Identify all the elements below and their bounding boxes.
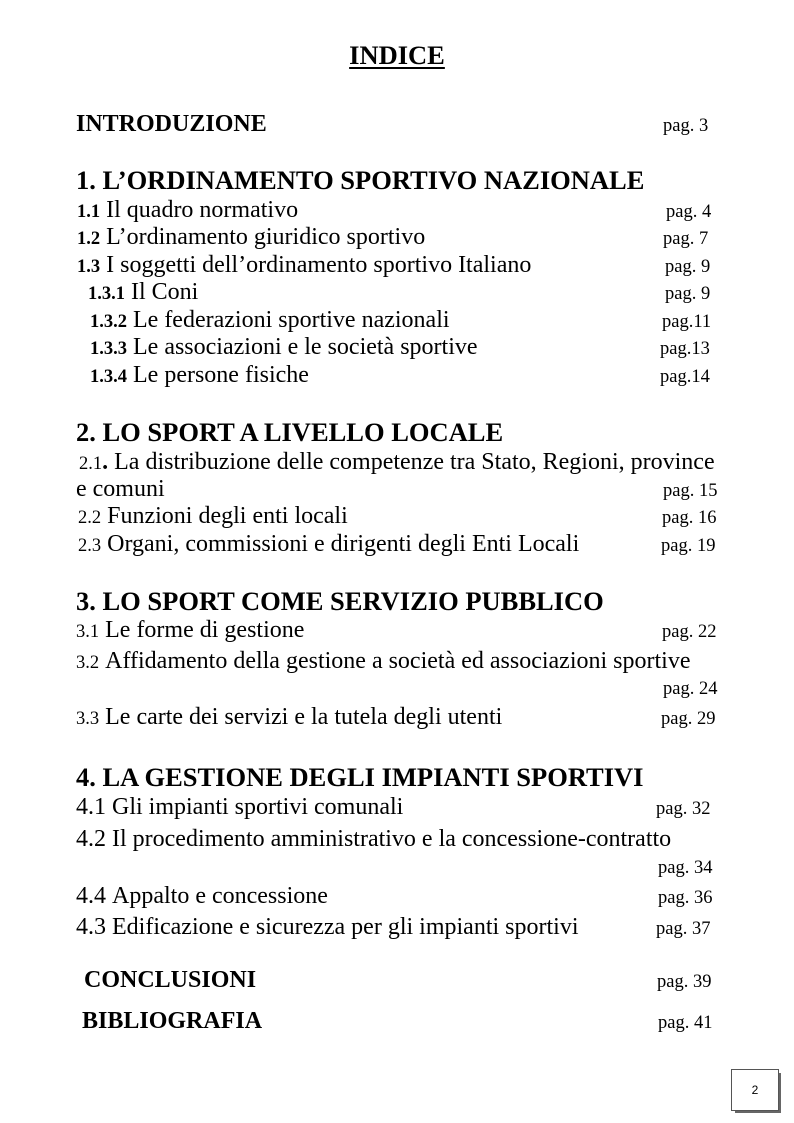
entry-page: pag. 19 (661, 536, 716, 556)
entry-page: pag. 34 (658, 858, 713, 878)
entry-number: 2.2 (78, 508, 102, 528)
section-heading: 4. LA GESTIONE DEGLI IMPIANTI SPORTIVI (76, 762, 644, 792)
page-number-box (731, 1069, 779, 1111)
section-2-heading[interactable] (0, 419, 794, 446)
toc-entry-1-3-2[interactable] (0, 308, 794, 332)
entry-page: pag. 15 (663, 481, 718, 501)
section-3-heading[interactable] (0, 588, 794, 615)
entry-number: 3.2 (76, 653, 100, 673)
bibliography-label: BIBLIOGRAFIA (82, 1008, 263, 1034)
toc-entry-4-2-page[interactable] (0, 859, 794, 878)
toc-entry-2-1-continued[interactable] (0, 477, 794, 501)
entry-page: pag.13 (660, 339, 710, 359)
toc-intro[interactable] (0, 112, 794, 136)
entry-number: 1.3.3 (90, 339, 127, 359)
entry-title: Le associazioni e le società sportive (133, 334, 478, 360)
entry-title: La distribuzione delle competenze tra Stato, Regioni, province (114, 449, 715, 475)
entry-number: 1.3.1 (88, 284, 125, 304)
section-1-heading[interactable] (0, 167, 794, 194)
toc-entry-1-3-1[interactable] (0, 280, 794, 304)
entry-separator: . (102, 449, 109, 475)
entry-title: L’ordinamento giuridico sportivo (106, 224, 426, 250)
entry-number: 4.4 (76, 883, 106, 909)
section-4-heading[interactable] (0, 764, 794, 791)
toc-bibliography[interactable] (0, 1009, 794, 1033)
entry-title: Il Coni (131, 279, 199, 305)
conclusions-page: pag. 39 (657, 972, 712, 992)
entry-number: 2.3 (78, 536, 102, 556)
entry-title: Il procedimento amministrativo e la concessione-contratto (112, 826, 672, 852)
toc-entry-3-3[interactable] (0, 705, 794, 729)
toc-entry-4-1[interactable] (0, 795, 794, 819)
entry-page: pag.14 (660, 367, 710, 387)
entry-page: pag. 16 (662, 508, 717, 528)
entry-number: 2.1 (79, 454, 103, 474)
intro-page: pag. 3 (663, 116, 709, 136)
entry-number: 4.3 (76, 914, 106, 940)
entry-title: I soggetti dell’ordinamento sportivo Italiano (106, 252, 532, 278)
page-title: INDICE (349, 40, 445, 70)
toc-entry-2-2[interactable] (0, 504, 794, 528)
toc-entry-2-1[interactable] (0, 450, 794, 474)
entry-number: 1.3.4 (90, 367, 127, 387)
entry-number: 1.3 (77, 257, 101, 277)
entry-title: Edificazione e sicurezza per gli impianti sportivi (112, 914, 579, 940)
entry-page: pag. 36 (658, 888, 713, 908)
toc-entry-1-3[interactable] (0, 253, 794, 277)
entry-page: pag. 24 (663, 679, 718, 699)
toc-entry-4-2[interactable] (0, 827, 794, 851)
toc-entry-3-1[interactable] (0, 618, 794, 642)
page-number: 2 (751, 1083, 759, 1097)
conclusions-label: CONCLUSIONI (84, 967, 257, 993)
bibliography-page: pag. 41 (658, 1013, 713, 1033)
toc-entry-1-2[interactable] (0, 225, 794, 249)
section-heading: 3. LO SPORT COME SERVIZIO PUBBLICO (76, 586, 604, 616)
entry-page: pag. 22 (662, 622, 717, 642)
entry-page: pag. 37 (656, 919, 711, 939)
entry-number: 1.3.2 (90, 312, 127, 332)
entry-title: Le carte dei servizi e la tutela degli utenti (105, 704, 503, 730)
entry-page: pag. 9 (665, 284, 711, 304)
entry-page: pag. 9 (665, 257, 711, 277)
toc-conclusions[interactable] (0, 968, 794, 992)
toc-entry-4-3[interactable] (0, 915, 794, 939)
entry-page: pag. 4 (666, 202, 712, 222)
toc-entry-2-3[interactable] (0, 532, 794, 556)
entry-title: Funzioni degli enti locali (107, 503, 348, 529)
entry-number: 3.1 (76, 622, 100, 642)
entry-number: 4.2 (76, 826, 106, 852)
entry-number: 1.2 (77, 229, 101, 249)
entry-page: pag. 32 (656, 799, 711, 819)
entry-page: pag. 29 (661, 709, 716, 729)
entry-number: 3.3 (76, 709, 100, 729)
toc-entry-3-2-page[interactable] (0, 680, 794, 699)
toc-entry-1-3-4[interactable] (0, 363, 794, 387)
entry-page: pag.11 (662, 312, 712, 332)
entry-page: pag. 7 (663, 229, 709, 249)
entry-title-continued: e comuni (76, 476, 165, 502)
section-heading: 1. L’ORDINAMENTO SPORTIVO NAZIONALE (76, 165, 645, 195)
entry-title: Le persone fisiche (133, 362, 309, 388)
toc-entry-3-2[interactable] (0, 649, 794, 673)
entry-number: 1.1 (77, 202, 101, 222)
section-heading: 2. LO SPORT A LIVELLO LOCALE (76, 417, 504, 447)
entry-title: Gli impianti sportivi comunali (112, 794, 404, 820)
entry-title: Le forme di gestione (105, 617, 305, 643)
entry-title: Il quadro normativo (106, 197, 299, 223)
toc-entry-1-1[interactable] (0, 198, 794, 222)
entry-title: Le federazioni sportive nazionali (133, 307, 450, 333)
entry-title: Organi, commissioni e dirigenti degli Enti Locali (107, 531, 580, 557)
intro-label: INTRODUZIONE (76, 111, 267, 137)
toc-entry-4-4[interactable] (0, 884, 794, 908)
toc-entry-1-3-3[interactable] (0, 335, 794, 359)
entry-title: Affidamento della gestione a società ed associazioni sportive (105, 648, 691, 674)
entry-title: Appalto e concessione (112, 883, 328, 909)
entry-number: 4.1 (76, 794, 106, 820)
